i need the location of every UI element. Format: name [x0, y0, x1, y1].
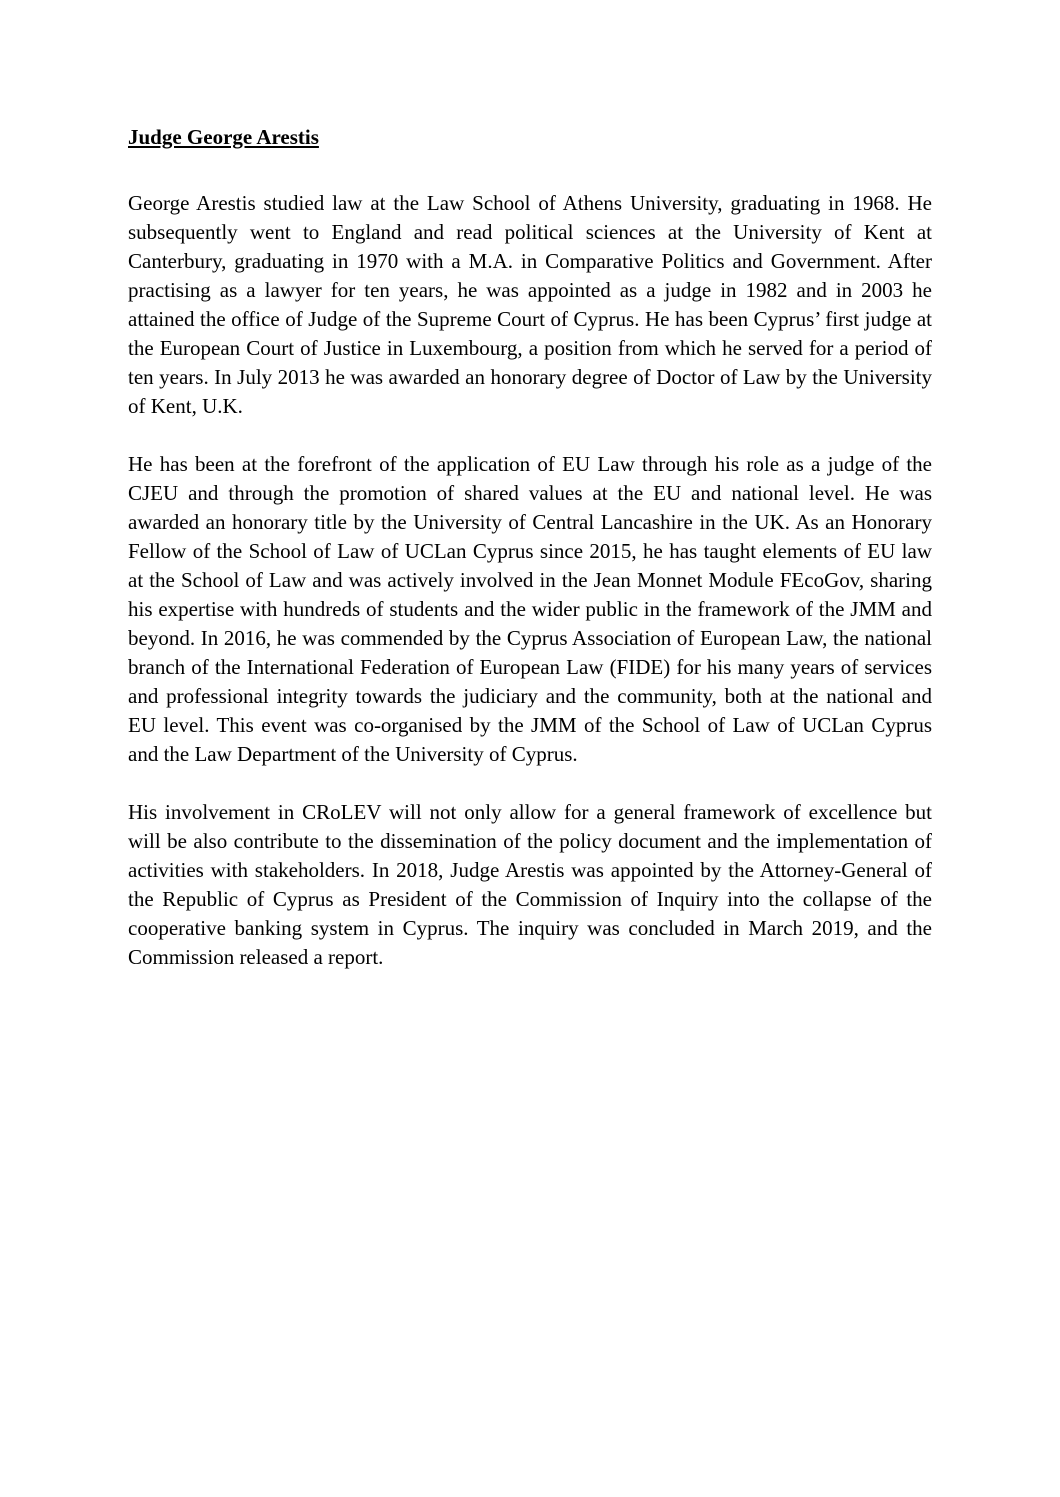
document-title: Judge George Arestis: [128, 125, 319, 149]
biography-paragraph-2: He has been at the forefront of the application of EU Law through his role as a judge of the CJEU and through the promotion of shared values at the EU and national level. He was awarded an honorary title by the University of Central Lancashire in the UK. As an Honorary Fellow of the School of Law of UCLan Cyprus since 2015, he has taught elements of EU law at the School of Law and was actively involved in the Jean Monnet Module FEcoGov, sharing his expertise with hundreds of students and the wider public in the framework of the JMM and beyond. In 2016, he was commended by the Cyprus Association of European Law, the national branch of the International Federation of European Law (FIDE) for his many years of services and professional integrity towards the judiciary and the community, both at the national and EU level. This event was co-organised by the JMM of the School of Law of UCLan Cyprus and the Law Department of the University of Cyprus.: [128, 452, 932, 766]
biography-paragraph-1: George Arestis studied law at the Law School of Athens University, graduating in 1968. He subsequently went to England and read political sciences at the University of Kent at Canterbury, graduating in 1970 with a M.A. in Comparative Politics and Government. After practising as a lawyer for ten years, he was appointed as a judge in 1982 and in 2003 he attained the office of Judge of the Supreme Court of Cyprus. He has been Cyprus’ first judge at the European Court of Justice in Luxembourg, a position from which he served for a period of ten years. In July 2013 he was awarded an honorary degree of Doctor of Law by the University of Kent, U.K.: [128, 191, 932, 418]
biography-paragraph-3: His involvement in CRoLEV will not only allow for a general framework of excellence but will be also contribute to the dissemination of the policy document and the implementation of activities with stakeholders. In 2018, Judge Arestis was appointed by the Attorney-General of the Republic of Cyprus as President of the Commission of Inquiry into the collapse of the cooperative banking system in Cyprus. The inquiry was concluded in March 2019, and the Commission released a report.: [128, 800, 932, 969]
